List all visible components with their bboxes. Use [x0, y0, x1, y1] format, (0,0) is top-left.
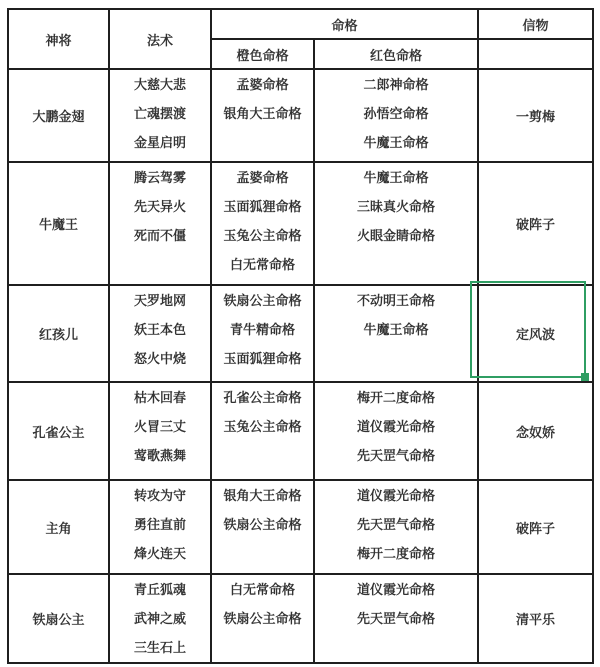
spell-name: 先天异火: [133, 199, 186, 214]
cell-token: 一剪梅: [478, 69, 593, 162]
destiny-name: 二郎神命格: [363, 77, 429, 92]
destiny-name: 孙悟空命格: [363, 106, 429, 121]
destiny-name: 先天罡气命格: [357, 448, 436, 463]
cell-general: 大鹏金翅: [8, 69, 109, 162]
cell-red-destiny: [314, 574, 478, 663]
destiny-name: 铁扇公主命格: [223, 611, 302, 626]
selection-resize-handle[interactable]: [581, 373, 589, 381]
spell-name: 莺歌燕舞: [133, 448, 186, 463]
spell-name: 火冒三丈: [133, 419, 186, 434]
destiny-name: 梅开二度命格: [357, 546, 436, 561]
spell-name: 武神之威: [133, 611, 186, 626]
cell-spells: [109, 382, 211, 480]
spell-name: 勇往直前: [133, 517, 186, 532]
spell-name: 妖王本色: [133, 322, 186, 337]
destiny-name: 玉兔公主命格: [223, 419, 302, 434]
cell-token: 破阵子: [478, 480, 593, 574]
cell-general: 牛魔王: [8, 162, 109, 285]
spell-name: 转攻为守: [133, 488, 186, 503]
spell-name: 腾云驾雾: [133, 170, 186, 185]
cell-orange-destiny: [211, 162, 314, 285]
cell-general: 孔雀公主: [8, 382, 109, 480]
cell-red-destiny: [314, 162, 478, 285]
header-general: 神将: [8, 9, 109, 69]
destiny-name: 玉面狐狸命格: [223, 199, 302, 214]
destiny-name: 银角大王命格: [223, 106, 302, 121]
table-row: [8, 162, 593, 285]
cell-general: 主角: [8, 480, 109, 574]
cell-spells: [109, 162, 211, 285]
spell-name: 三生石上: [133, 640, 186, 655]
cell-red-destiny: [314, 382, 478, 480]
header-skill: 法术: [109, 9, 211, 69]
cell-spells: [109, 285, 211, 382]
destiny-name: 牛魔王命格: [363, 170, 429, 185]
cell-token: 念奴娇: [478, 382, 593, 480]
header-token-empty-cell: [478, 39, 593, 69]
header-destiny-red: 红色命格: [314, 39, 478, 69]
destiny-name: 道仪霞光命格: [357, 582, 436, 597]
spell-name: 烽火连天: [133, 546, 186, 561]
destiny-name: 牛魔王命格: [363, 322, 429, 337]
spell-name: 枯木回春: [133, 390, 186, 405]
destiny-name: 道仪霞光命格: [357, 419, 436, 434]
cell-spells: [109, 69, 211, 162]
destiny-name: 道仪霞光命格: [357, 488, 436, 503]
destiny-name: 白无常命格: [229, 582, 295, 597]
cell-spells: [109, 574, 211, 663]
destiny-name: 铁扇公主命格: [223, 293, 302, 308]
destiny-name: 牛魔王命格: [363, 135, 429, 150]
destiny-name: 梅开二度命格: [357, 390, 436, 405]
destiny-name: 玉面狐狸命格: [223, 351, 302, 366]
header-destiny-orange: 橙色命格: [211, 39, 314, 69]
table-row: [8, 285, 593, 382]
cell-orange-destiny: [211, 574, 314, 663]
spell-name: 怒火中烧: [133, 351, 186, 366]
spell-name: 亡魂摆渡: [133, 106, 186, 121]
destiny-name: 青牛精命格: [229, 322, 295, 337]
table-row: [8, 574, 593, 663]
cell-orange-destiny: [211, 382, 314, 480]
destiny-name: 铁扇公主命格: [223, 517, 302, 532]
cell-orange-destiny: [211, 480, 314, 574]
table-row: [8, 480, 593, 574]
spell-name: 青丘狐魂: [133, 582, 186, 597]
spell-name: 天罗地网: [133, 293, 186, 308]
cell-red-destiny: [314, 480, 478, 574]
destiny-name: 不动明王命格: [357, 293, 436, 308]
destiny-name: 先天罡气命格: [357, 611, 436, 626]
cell-orange-destiny: [211, 285, 314, 382]
cell-token-selected[interactable]: 定风波: [478, 285, 593, 382]
cell-token: 破阵子: [478, 162, 593, 285]
cell-red-destiny: [314, 285, 478, 382]
generals-destiny-table: [7, 8, 594, 664]
spell-name: 金星启明: [133, 135, 186, 150]
destiny-name: 孟婆命格: [236, 170, 289, 185]
cell-general: 铁扇公主: [8, 574, 109, 663]
spell-name: 大慈大悲: [133, 77, 186, 92]
destiny-name: 火眼金睛命格: [357, 228, 436, 243]
cell-red-destiny: [314, 69, 478, 162]
header-destiny: 命格: [211, 9, 478, 39]
cell-spells: [109, 480, 211, 574]
table-row: [8, 382, 593, 480]
destiny-name: 孔雀公主命格: [223, 390, 302, 405]
destiny-name: 白无常命格: [229, 257, 295, 272]
destiny-name: 玉兔公主命格: [223, 228, 302, 243]
cell-orange-destiny: [211, 69, 314, 162]
destiny-name: 银角大王命格: [223, 488, 302, 503]
spell-name: 死而不僵: [133, 228, 186, 243]
header-token: 信物: [478, 9, 593, 39]
destiny-name: 先天罡气命格: [357, 517, 436, 532]
table-row: [8, 69, 593, 162]
destiny-name: 三昧真火命格: [357, 199, 436, 214]
cell-general: 红孩儿: [8, 285, 109, 382]
destiny-name: 孟婆命格: [236, 77, 289, 92]
cell-token: 清平乐: [478, 574, 593, 663]
